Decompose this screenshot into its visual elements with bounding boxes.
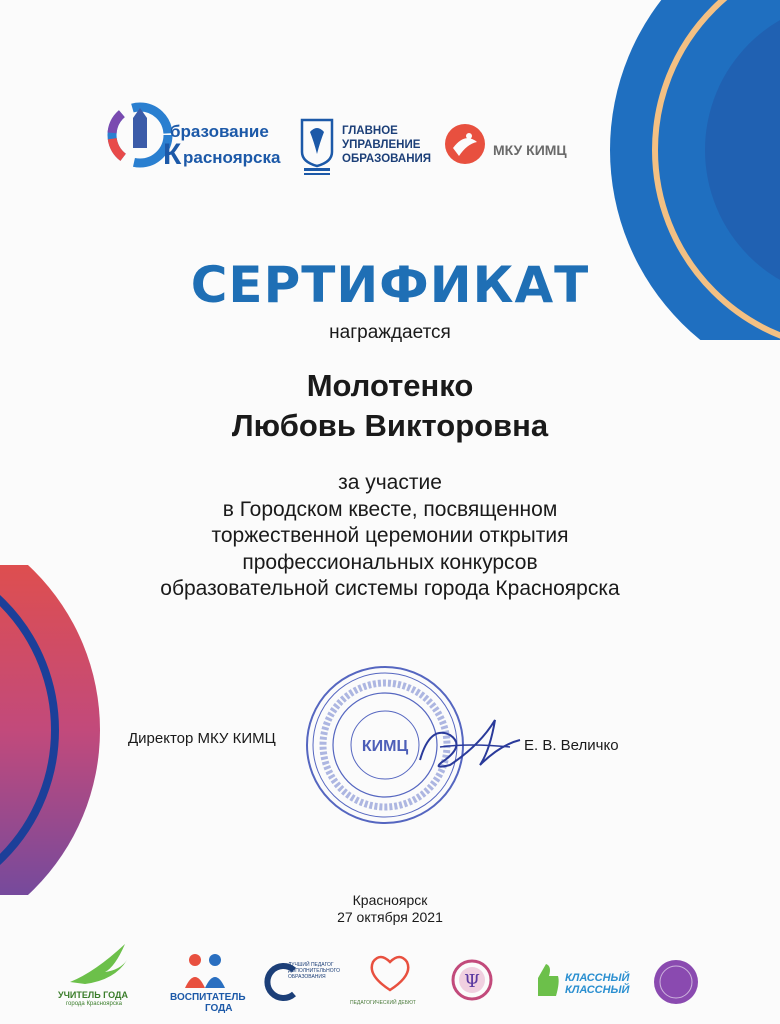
date: 27 октября 2021 [337,909,443,925]
description-line: за участие [338,471,442,494]
wing-icon [65,942,135,987]
city: Красноярск [352,892,428,908]
k-letter: К [163,138,182,171]
guo-emblem [300,118,334,176]
heart-icon [365,950,415,995]
description-line: образовательной системы города Красноярска [160,577,620,600]
guo-line3: ОБРАЗОВАНИЯ [342,153,432,165]
signature-scribble [410,705,530,785]
header-logos [105,100,585,180]
psi-icon [450,958,494,1002]
klassny-line1: КЛАССНЫЙ [565,972,630,984]
guo-line1: ГЛАВНОЕ [342,125,398,137]
young-educator-icon [652,958,700,1006]
bottom-left-decoration [0,565,140,895]
thumbs-up-icon [532,960,562,1000]
recipient-surname: Молотенко [306,368,474,403]
klassny-line2: КЛАССНЫЙ [565,984,630,996]
footer-logos [40,940,740,1020]
stamp-center-text: КИМЦ [361,738,409,755]
klassny-label [565,972,629,996]
place-date [0,892,780,926]
signer-name: Е. В. Величко [524,737,619,754]
description-line: торжественной церемонии открытия [211,524,569,547]
signer-position: Директор МКУ КИМЦ [128,730,276,747]
svg-text:Ψ: Ψ [464,971,480,992]
recipient-name: Любовь Викторовна [231,408,549,443]
teacher-year-label: УЧИТЕЛЬ ГОДА [58,990,128,1000]
description [0,470,780,603]
description-line: профессиональных конкурсов [242,550,538,574]
educator-label: ВОСПИТАТЕЛЬ [170,992,246,1003]
teacher-year-sub: города Красноярска [66,1001,122,1007]
kimc-label: МКУ КИМЦ [493,142,567,158]
obrazovanie-line2: расноярска [183,148,281,167]
awarded-text: награждается [329,322,451,343]
certificate-title: СЕРТИФИКАТ [190,256,590,314]
description-line: в Городском квесте, посвященном [222,497,558,521]
guo-text [342,124,431,166]
guo-line2: УПРАВЛЕНИЕ [342,139,421,151]
ped-debut-label: ПЕДАГОГИЧЕСКИЙ ДЕБЮТ [350,1000,416,1006]
people-icon [180,950,230,990]
kimc-logo [443,122,487,166]
best-teacher-label: ЛУЧШИЙ ПЕДАГОГ ДОПОЛНИТЕЛЬНОГО ОБРАЗОВАНИЯ [288,962,340,980]
educator-sub: ГОДА [205,1003,233,1014]
obrazovanie-line1: бразование [170,122,269,141]
